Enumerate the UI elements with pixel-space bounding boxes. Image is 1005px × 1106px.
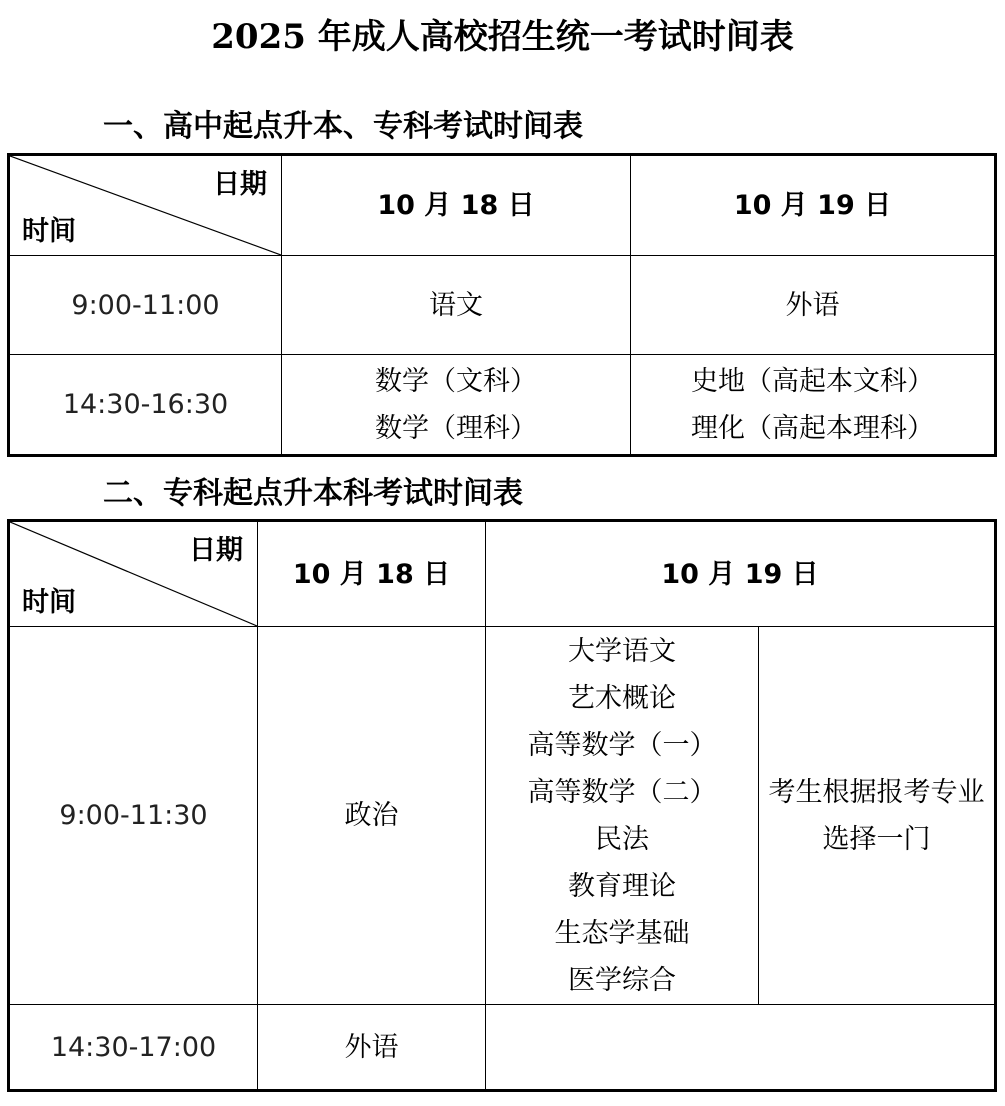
note-cell	[759, 627, 996, 1005]
subject-line: 高等数学（二）	[527, 776, 717, 808]
empty-cell	[486, 1005, 996, 1091]
corner-header-cell	[9, 155, 282, 256]
section2-heading: 二、专科起点升本科考试时间表	[103, 476, 523, 511]
subject-cell	[282, 256, 631, 355]
table-header-row	[9, 155, 996, 256]
choice-note: 考生根据报考专业选择一门	[768, 776, 985, 855]
subject-line: 数学（理科）	[375, 412, 537, 444]
time-cell: 14:30-17:00	[9, 1005, 258, 1091]
table-row	[9, 355, 996, 456]
subject-line: 医学综合	[568, 964, 676, 996]
subject-line: 教育理论	[568, 870, 676, 902]
date-header-day1: 10 月 18 日	[258, 521, 486, 627]
subject-line: 外语	[344, 1031, 399, 1063]
schedule-table-2	[7, 519, 997, 1092]
schedule-table-1	[7, 153, 997, 457]
corner-header-cell	[9, 521, 258, 627]
corner-date-label: 日期	[213, 169, 267, 200]
table-header-row	[9, 521, 996, 627]
subject-line: 数学（文科）	[375, 365, 537, 397]
subject-cell	[258, 1005, 486, 1091]
date-header-day1: 10 月 18 日	[282, 155, 631, 256]
subject-line: 高等数学（一）	[527, 729, 717, 761]
subject-line: 生态学基础	[554, 917, 690, 949]
subject-line: 语文	[429, 289, 483, 321]
section1-heading: 一、高中起点升本、专科考试时间表	[103, 109, 583, 144]
date-header-day2: 10 月 19 日	[486, 521, 996, 627]
subject-cell	[631, 256, 996, 355]
subject-line: 理化（高起本理科）	[691, 412, 934, 444]
corner-time-label: 时间	[22, 216, 76, 247]
time-cell: 14:30-16:30	[9, 355, 282, 456]
subject-line: 大学语文	[568, 635, 676, 667]
time-cell: 9:00-11:30	[9, 627, 258, 1005]
subject-line: 外语	[785, 289, 840, 321]
date-header-day2: 10 月 19 日	[631, 155, 996, 256]
subject-cell	[631, 355, 996, 456]
subject-line: 政治	[344, 800, 399, 831]
subject-list-cell	[486, 627, 759, 1005]
subject-cell	[282, 355, 631, 456]
subject-line: 艺术概论	[568, 682, 676, 714]
table-row	[9, 627, 996, 1005]
document-title: 2025 年成人高校招生统一考试时间表	[211, 17, 794, 57]
time-cell: 9:00-11:00	[9, 256, 282, 355]
table-row	[9, 1005, 996, 1091]
subject-cell	[258, 627, 486, 1005]
corner-date-label: 日期	[189, 535, 243, 566]
subject-line: 史地（高起本文科）	[691, 365, 934, 397]
table-row	[9, 256, 996, 355]
corner-time-label: 时间	[22, 587, 76, 618]
subject-line: 民法	[595, 823, 649, 855]
